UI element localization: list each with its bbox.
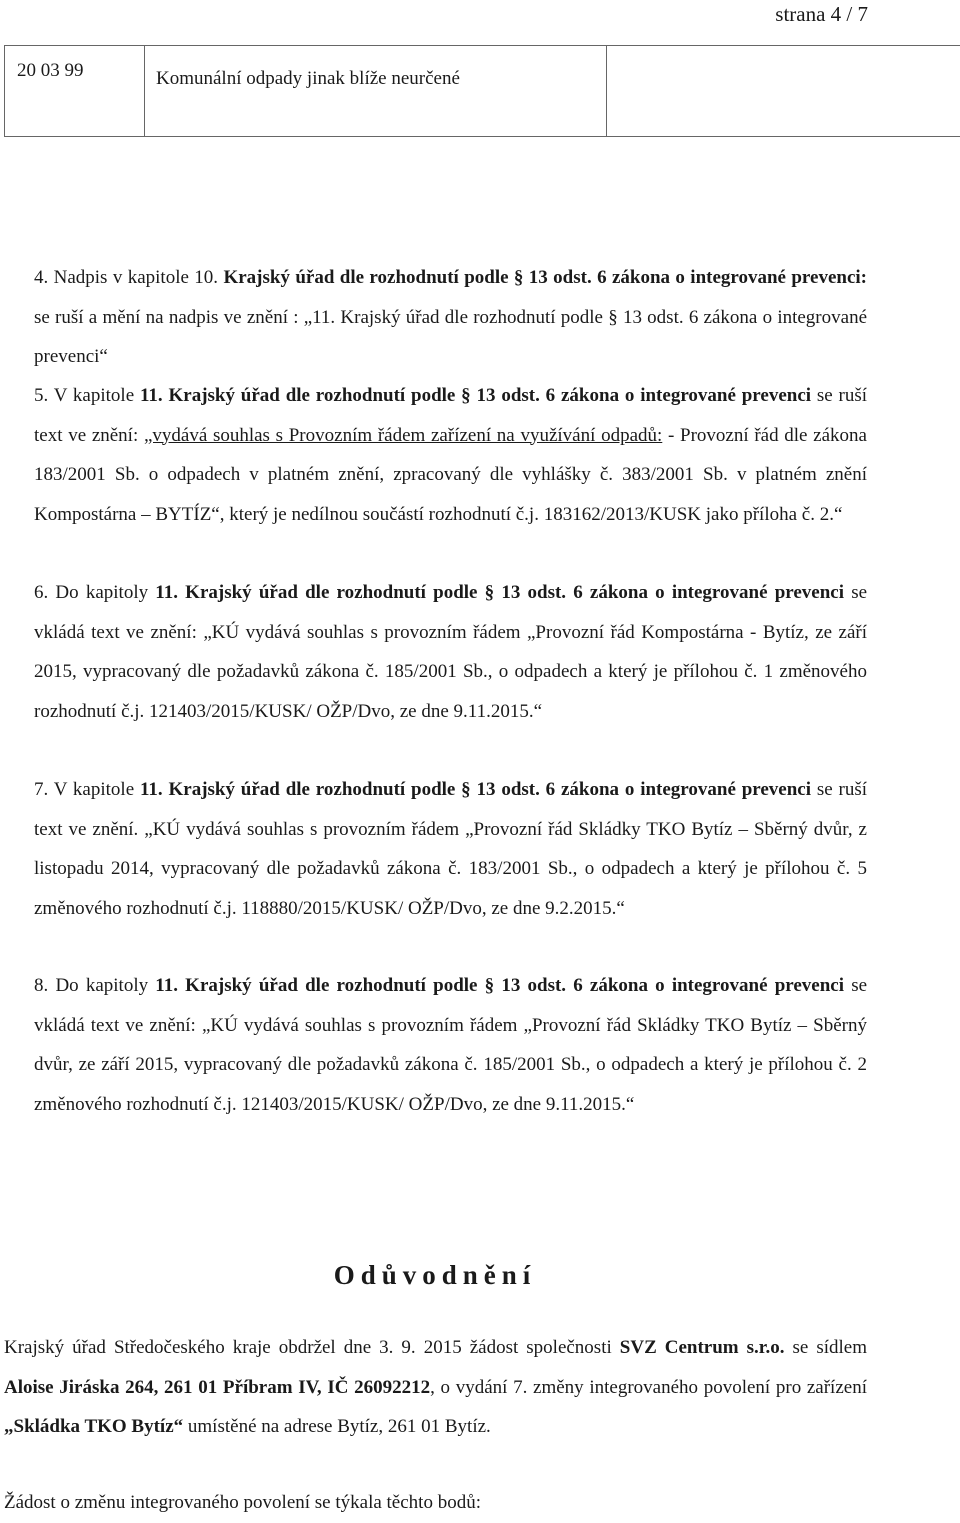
item-4-chapter: Krajský úřad dle rozhodnutí podle § 13 odst. 6 zákona o integrované prevenci: [223, 267, 867, 288]
item-8 [34, 966, 867, 1124]
reason-points-intro: Žádost o změnu integrovaného povolení se týkala těchto bodů: [4, 1483, 867, 1523]
section-heading: Odůvodnění [0, 1260, 870, 1291]
item-7-label: 7. [34, 779, 48, 800]
item-5-label: 5. V kapitole [34, 385, 134, 406]
reason-text-4: umístěné na adrese Bytíz, 261 01 Bytíz. [188, 1416, 491, 1437]
item-5-quote: „vydává souhlas s Provozním řádem zařízení na využívání odpadů: [144, 425, 662, 446]
item-7 [34, 770, 867, 928]
item-8-label: 8. [34, 975, 48, 996]
reason-text-1: Krajský úřad Středočeského kraje obdržel dne 3. 9. 2015 žádost společnosti [4, 1337, 612, 1358]
item-5-rest: - Provozní řád dle zákona 183/2001 Sb. o odpadech v platném znění, zpracovaný dle vyhlášky č. 383/2001 Sb. v platném znění Kompostárna – BYTÍZ“, který je nedílnou součástí rozhodnutí č.j. 183162/2013/KUSK jako příloha č. 2.“ [34, 425, 867, 525]
reason-text-3: , o vydání 7. změny integrovaného povolení pro zařízení [430, 1377, 867, 1398]
item-4 [34, 258, 867, 377]
facility-name: „Skládka TKO Bytíz“ [4, 1416, 183, 1437]
company-name: SVZ Centrum s.r.o. [620, 1337, 785, 1358]
item-8-chapter: 11. Krajský úřad dle rozhodnutí podle § 13 odst. 6 zákona o integrované prevenci [155, 975, 844, 996]
item-5-chapter: 11. Krajský úřad dle rozhodnutí podle § 13 odst. 6 zákona o integrované prevenci [140, 385, 811, 406]
waste-table [4, 45, 960, 137]
item-6-text: se vkládá text ve znění: „KÚ vydává souhlas s provozním řádem „Provozní řád Kompostárna - Bytíz, ze září 2015, vypracovaný dle požadavků zákona č. 185/2001 Sb., o odpadech a který je přílohou č. 1 změnového rozhodnutí č.j. 121403/2015/KUSK/ OŽP/Dvo, ze dne 9.11.2015.“ [34, 582, 867, 722]
item-4-label: 4. Nadpis v kapitole 10. [34, 267, 218, 288]
item-6-chapter: 11. Krajský úřad dle rozhodnutí podle § 13 odst. 6 zákona o integrované prevenci [155, 582, 844, 603]
waste-code: 20 03 99 [5, 46, 145, 137]
item-8-verb: Do kapitoly [55, 975, 148, 996]
reason-paragraph [4, 1328, 867, 1447]
reason-text-2: se sídlem [793, 1337, 868, 1358]
item-7-chapter: 11. Krajský úřad dle rozhodnutí podle § 13 odst. 6 zákona o integrované prevenci [140, 779, 811, 800]
waste-name: Komunální odpady jinak blíže neurčené [145, 46, 607, 137]
page-number: strana 4 / 7 [775, 2, 868, 27]
item-8-text: se vkládá text ve znění: „KÚ vydává souhlas s provozním řádem „Provozní řád Skládky TKO Bytíz – Sběrný dvůr, ze září 2015, vypracovaný dle požadavků zákona č. 185/2001 Sb., o odpadech a který je přílohou č. 2 změnového rozhodnutí č.j. 121403/2015/KUSK/ OŽP/Dvo, ze dne 9.11.2015.“ [34, 975, 867, 1115]
item-7-verb: V kapitole [54, 779, 134, 800]
item-6 [34, 573, 867, 731]
item-4-text: se ruší a mění na nadpis ve znění : „11. Krajský úřad dle rozhodnutí podle § 13 odst. 6 zákona o integrované prevenci“ [34, 307, 867, 368]
item-7-text: se ruší text ve znění. „KÚ vydává souhlas s provozním řádem „Provozní řád Skládky TKO Bytíz – Sběrný dvůr, z listopadu 2014, vypracovaný dle požadavků zákona č. 183/2001 Sb., o odpadech a který je přílohou č. 5 změnového rozhodnutí č.j. 118880/2015/KUSK/ OŽP/Dvo, ze dne 9.2.2015.“ [34, 779, 867, 919]
company-address: Aloise Jiráska 264, 261 01 Příbram IV, IČ 26092212 [4, 1377, 430, 1398]
item-5 [34, 376, 867, 534]
empty-cell [607, 46, 960, 137]
item-6-label: 6. Do kapitoly [34, 582, 148, 603]
item-5-text: se ruší text ve znění: [34, 385, 867, 446]
table-row [5, 46, 960, 137]
